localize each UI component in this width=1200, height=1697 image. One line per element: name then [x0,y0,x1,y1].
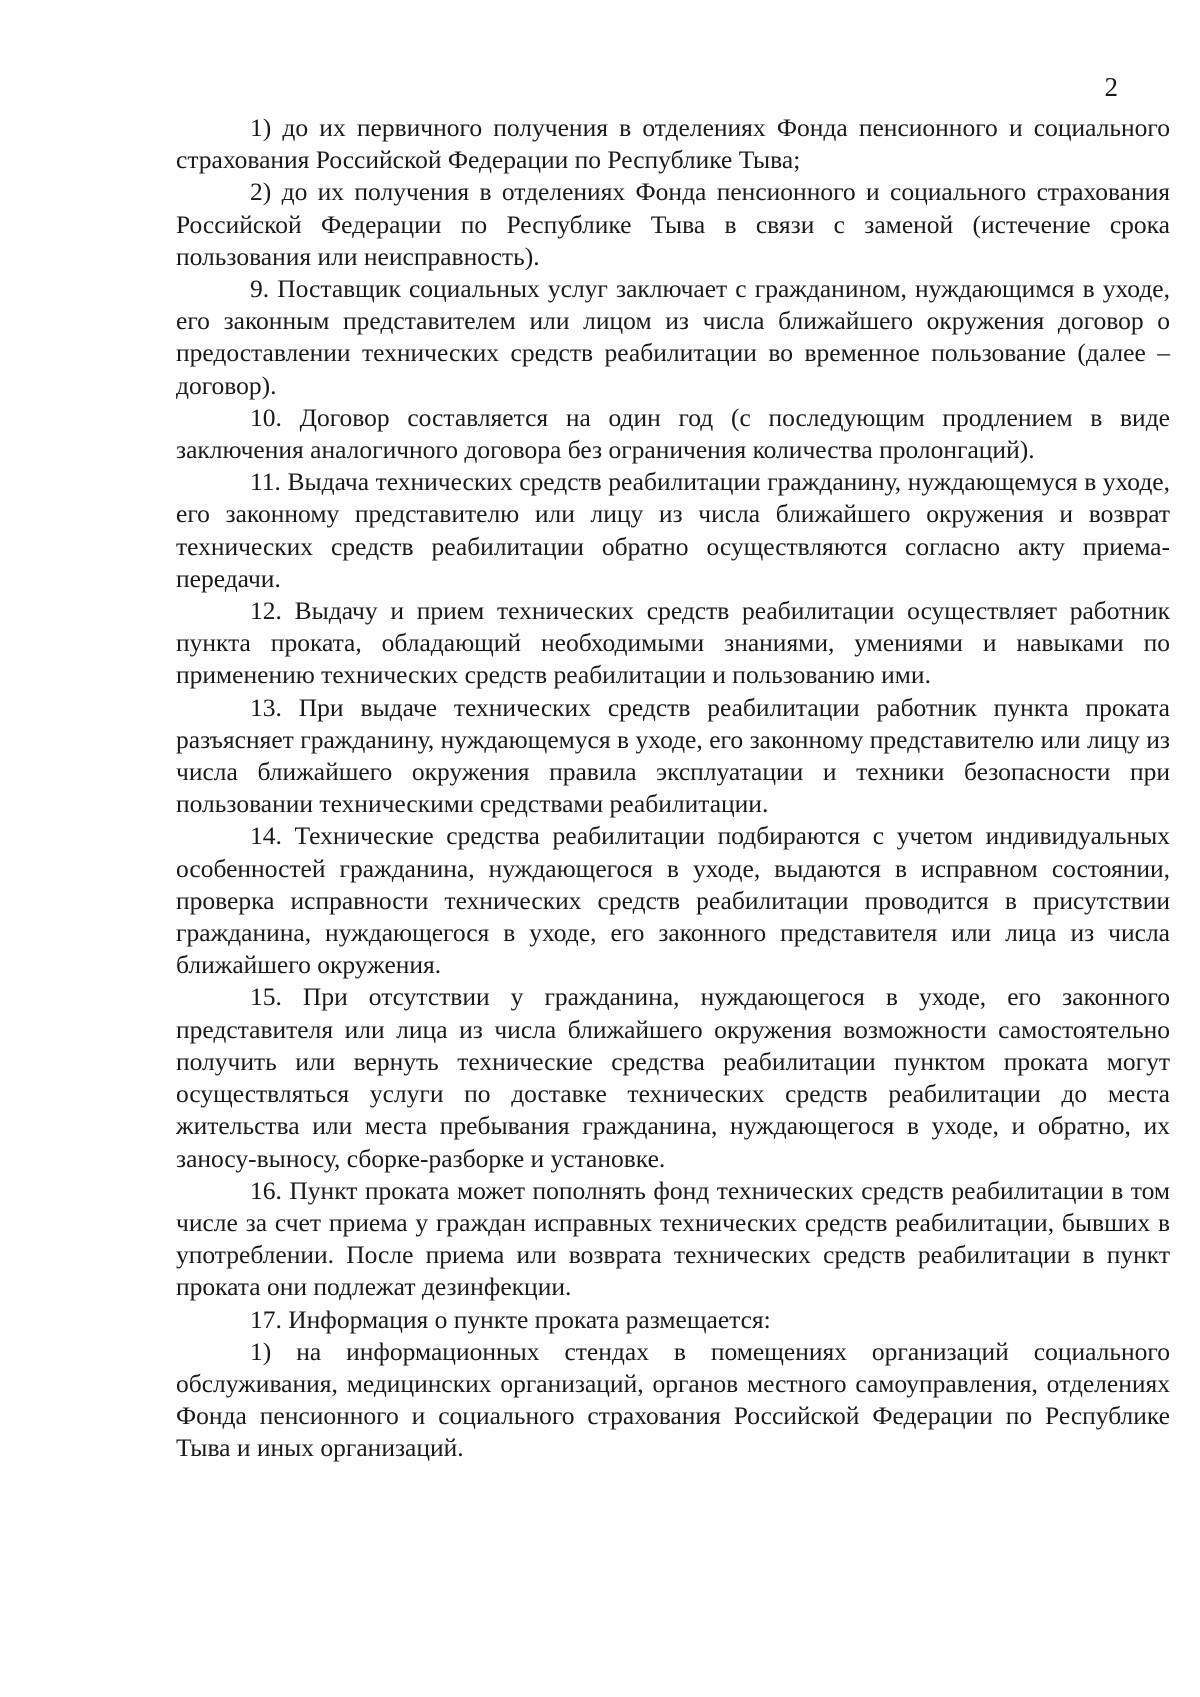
paragraph-clause-13: 13. При выдаче технических средств реабилитации работник пункта проката разъясняет гражданину, нуждающемуся в уходе, его законному представителю или лицу из числа ближайшего окружения правила эксплуатации и техники безопасности при пользовании техническими средствами реабилитации. [176,692,1170,819]
paragraph-clause-17: 17. Информация о пункте проката размещается: [250,1304,771,1334]
document-body [176,112,1170,1465]
paragraph-item-1-1: 1) до их первичного получения в отделениях Фонда пенсионного и социального страхования Российской Федерации по Республике Тыва; [176,113,1170,175]
paragraph-item-17-1: 1) на информационных стендах в помещениях организаций социального обслуживания, медицинских организаций, органов местного самоуправления, отделениях Фонда пенсионного и социального страхования Российской Федерации по Республике Тыва и иных организаций. [176,1336,1170,1463]
paragraph-clause-11: 11. Выдача технических средств реабилитации гражданину, нуждающемуся в уходе, его законному представителю или лицу из числа ближайшего окружения и возврат технических средств реабилитации обратно осуществляются согласно акту приема-передачи. [176,467,1170,593]
paragraph-clause-15: 15. При отсутствии у гражданина, нуждающегося в уходе, его законного представителя или лица из числа ближайшего окружения возможности самостоятельно получить или вернуть технические средства реабилитации пунктом проката могут осуществляться услуги по доставке технических средств реабилитации до места жительства или места пребывания гражданина, нуждающегося в уходе, и обратно, их заносу-выносу, сборке-разборке и установке. [176,982,1170,1173]
paragraph-clause-10: 10. Договор составляется на один год (с последующим продлением в виде заключения аналогичного договора без ограничения количества пролонгаций). [176,402,1170,465]
paragraph-item-1-2: 2) до их получения в отделениях Фонда пенсионного и социального страхования Российской Федерации по Республике Тыва в связи с заменой (истечение срока пользования или неисправность). [176,177,1170,271]
paragraph-clause-14: 14. Технические средства реабилитации подбираются с учетом индивидуальных особенностей гражданина, нуждающегося в уходе, выдаются в исправном состоянии, проверка исправности технических средств реабилитации проводится в присутствии гражданина, нуждающегося в уходе, его законного представителя или лица из числа ближайшего окружения. [176,821,1170,980]
paragraph-clause-16: 16. Пункт проката может пополнять фонд технических средств реабилитации в том числе за счет приема у граждан исправных технических средств реабилитации, бывших в употреблении. После приема или возврата технических средств реабилитации в пункт проката они подлежат дезинфекции. [176,1175,1170,1302]
page-number: 2 [1104,72,1118,102]
paragraph-clause-9: 9. Поставщик социальных услуг заключает с гражданином, нуждающимся в уходе, его законным представителем или лицом из числа ближайшего окружения договор о предоставлении технических средств реабилитации во временное пользование (далее – договор). [176,274,1170,400]
paragraph-clause-12: 12. Выдачу и прием технических средств реабилитации осуществляет работник пункта проката, обладающий необходимыми знаниями, умениями и навыками по применению технических средств реабилитации и пользованию ими. [176,596,1170,690]
